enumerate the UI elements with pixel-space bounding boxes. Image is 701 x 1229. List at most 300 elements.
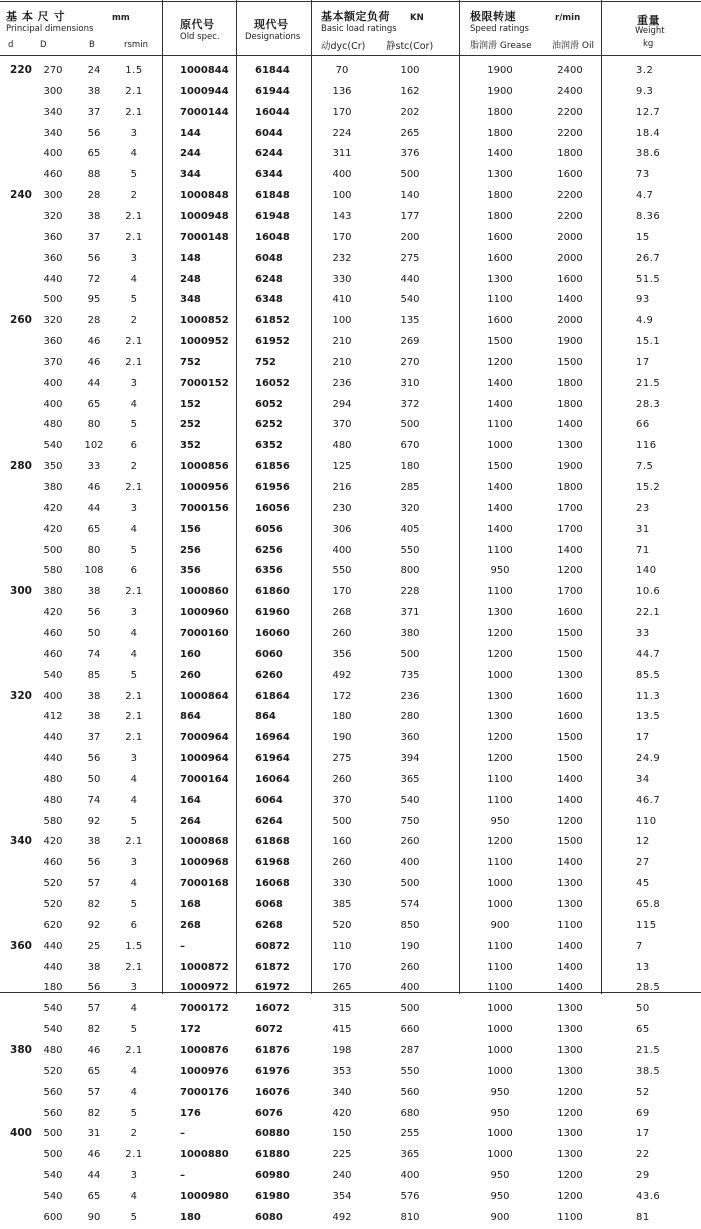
chamfer-rsmin-cell: 2.1 xyxy=(125,961,143,973)
chamfer-rsmin-cell: 3 xyxy=(130,252,138,264)
chamfer-rsmin-cell: 2.1 xyxy=(125,690,143,702)
width-cell: 82 xyxy=(87,1024,101,1036)
weight-cell: 12 xyxy=(636,836,650,848)
oil-speed-cell: 1800 xyxy=(557,377,583,389)
table-row xyxy=(0,812,701,833)
old-spec-cell: 252 xyxy=(180,419,201,431)
static-load-cell: 280 xyxy=(400,711,420,723)
dynamic-load-cell: 210 xyxy=(332,336,352,348)
oil-speed-cell: 1200 xyxy=(557,565,583,577)
outer-diameter-cell: 360 xyxy=(43,231,63,243)
bore-diameter-cell: 340 xyxy=(10,835,32,848)
grease-speed-cell: 1400 xyxy=(487,482,513,493)
dynamic-load-cell: 492 xyxy=(332,1211,352,1223)
table-row xyxy=(0,832,701,853)
width-cell: 46 xyxy=(87,336,101,348)
designation-cell: 60980 xyxy=(255,1170,290,1182)
designation-cell: 61948 xyxy=(255,210,290,222)
outer-diameter-cell: 460 xyxy=(43,627,63,639)
static-load-cell: 576 xyxy=(400,1190,420,1202)
outer-diameter-cell: 540 xyxy=(43,1003,63,1015)
dynamic-load-cell: 353 xyxy=(332,1065,352,1077)
oil-speed-cell: 1800 xyxy=(557,148,583,160)
outer-diameter-cell: 340 xyxy=(43,106,63,118)
weight-cell: 17 xyxy=(636,356,650,368)
weight-cell: 9.3 xyxy=(636,85,654,97)
table-row xyxy=(0,728,701,749)
outer-diameter-cell: 480 xyxy=(43,794,63,806)
old-spec-cell: 1000872 xyxy=(180,961,229,973)
static-load-cell: 100 xyxy=(400,65,420,76)
width-cell: 82 xyxy=(87,1107,101,1119)
weight-cell: 15.1 xyxy=(636,336,661,348)
chamfer-rsmin-cell: 4 xyxy=(130,273,138,285)
oil-speed-cell: 1300 xyxy=(557,1003,583,1015)
chamfer-rsmin-cell: 4 xyxy=(130,648,138,660)
static-load-cell: 500 xyxy=(400,878,420,890)
width-cell: 85 xyxy=(87,669,101,681)
dynamic-load-cell: 172 xyxy=(332,690,352,702)
designation-cell: 752 xyxy=(255,356,276,368)
outer-diameter-cell: 440 xyxy=(43,940,63,952)
width-cell: 50 xyxy=(87,627,101,639)
outer-diameter-cell: 400 xyxy=(43,148,63,160)
width-cell: 57 xyxy=(87,878,101,890)
weight-cell: 31 xyxy=(636,523,650,535)
oil-speed-cell: 1400 xyxy=(557,773,583,785)
static-load-cell: 162 xyxy=(400,85,420,97)
weight-cell: 38.5 xyxy=(636,1065,661,1077)
static-load-cell: 236 xyxy=(400,690,420,702)
static-load-cell: 310 xyxy=(400,377,420,389)
table-row xyxy=(0,1124,701,1145)
designation-header-cn: 现代号 xyxy=(254,18,289,31)
bore-diameter-cell: 400 xyxy=(10,1127,32,1140)
weight-cell: 65 xyxy=(636,1024,650,1036)
static-load-cell: 365 xyxy=(400,1149,420,1161)
oil-speed-cell: 1200 xyxy=(557,815,583,827)
dynamic-load-cell: 216 xyxy=(332,482,352,493)
outer-diameter-cell: 400 xyxy=(43,377,63,389)
designation-cell: 61868 xyxy=(255,836,290,848)
static-load-cell: 560 xyxy=(400,1086,420,1098)
width-cell: 56 xyxy=(87,127,101,139)
grease-speed-cell: 1000 xyxy=(487,1003,513,1015)
chamfer-rsmin-cell: 4 xyxy=(130,627,138,639)
static-load-cell: 660 xyxy=(400,1024,420,1036)
table-row xyxy=(0,999,701,1020)
width-cell: 37 xyxy=(87,231,101,243)
width-cell: 80 xyxy=(87,544,101,556)
chamfer-rsmin-cell: 4 xyxy=(130,523,138,535)
oil-speed-cell: 2000 xyxy=(557,252,583,264)
width-cell: 46 xyxy=(87,356,101,368)
designation-cell: 6268 xyxy=(255,919,283,931)
table-row xyxy=(0,582,701,603)
table-row xyxy=(0,311,701,332)
width-cell: 56 xyxy=(87,252,101,264)
grease-speed-cell: 1400 xyxy=(487,523,513,535)
grease-speed-cell: 1300 xyxy=(487,607,513,619)
weight-cell: 34 xyxy=(636,773,650,785)
oil-speed-cell: 1400 xyxy=(557,961,583,973)
chamfer-rsmin-cell: 2.1 xyxy=(125,711,143,723)
designation-cell: 61844 xyxy=(255,65,290,76)
weight-cell: 3.2 xyxy=(636,65,654,76)
static-load-cell: 140 xyxy=(400,190,420,202)
designation-cell: 61876 xyxy=(255,1044,290,1056)
table-row xyxy=(0,1104,701,1125)
width-cell: 65 xyxy=(87,1065,101,1077)
weight-cell: 50 xyxy=(636,1003,650,1015)
width-cell: 82 xyxy=(87,899,101,910)
designation-cell: 6344 xyxy=(255,169,283,181)
weight-cell: 22.1 xyxy=(636,607,661,619)
designation-cell: 6260 xyxy=(255,669,283,681)
width-cell: 90 xyxy=(87,1211,101,1223)
chamfer-rsmin-cell: 2.1 xyxy=(125,356,143,368)
width-cell: 65 xyxy=(87,1190,101,1202)
oil-speed-cell: 1300 xyxy=(557,1128,583,1140)
old-spec-cell: – xyxy=(180,1128,185,1140)
static-load-cell: 265 xyxy=(400,127,420,139)
table-row xyxy=(0,749,701,770)
dynamic-load-cell: 356 xyxy=(332,648,352,660)
static-load-cell: 400 xyxy=(400,1170,420,1182)
oil-speed-cell: 1500 xyxy=(557,627,583,639)
static-load-cell: 260 xyxy=(400,961,420,973)
outer-diameter-cell: 500 xyxy=(43,1128,63,1140)
oil-speed-cell: 1300 xyxy=(557,878,583,890)
old-spec-cell: 348 xyxy=(180,294,201,306)
designation-cell: 61956 xyxy=(255,482,290,493)
dynamic-load-cell: 170 xyxy=(332,586,352,598)
table-row xyxy=(0,186,701,207)
grease-speed-cell: 950 xyxy=(490,1190,510,1202)
oil-speed-cell: 2400 xyxy=(557,65,583,76)
dynamic-load-cell: 492 xyxy=(332,669,352,681)
weight-cell: 4.7 xyxy=(636,190,654,202)
grease-speed-cell: 950 xyxy=(490,1086,510,1098)
weight-cell: 33 xyxy=(636,627,650,639)
static-load-cell: 800 xyxy=(400,565,420,577)
grease-speed-cell: 1800 xyxy=(487,190,513,202)
weight-cell: 28.3 xyxy=(636,398,661,410)
designation-cell: 6060 xyxy=(255,648,283,660)
dynamic-load-cell: 170 xyxy=(332,106,352,118)
oil-speed-cell: 1400 xyxy=(557,857,583,869)
static-load-cell: 394 xyxy=(400,753,420,765)
chamfer-rsmin-cell: 4 xyxy=(130,773,138,785)
outer-diameter-cell: 460 xyxy=(43,648,63,660)
dynamic-load-cell: 136 xyxy=(332,85,352,97)
table-row xyxy=(0,645,701,666)
designation-cell: 6256 xyxy=(255,544,283,556)
old-spec-cell: 256 xyxy=(180,544,201,556)
chamfer-rsmin-cell: 3 xyxy=(130,607,138,619)
designation-cell: 61964 xyxy=(255,753,290,765)
oil-speed-cell: 1600 xyxy=(557,607,583,619)
weight-cell: 73 xyxy=(636,169,650,181)
grease-speed-cell: 1000 xyxy=(487,1024,513,1036)
grease-speed-cell: 1100 xyxy=(487,544,513,556)
outer-diameter-cell: 180 xyxy=(43,982,63,994)
chamfer-rsmin-cell: 6 xyxy=(130,565,138,577)
static-load-cell: 275 xyxy=(400,252,420,264)
weight-cell: 71 xyxy=(636,544,650,556)
width-cell: 72 xyxy=(87,273,101,285)
dynamic-load-cell: 415 xyxy=(332,1024,352,1036)
grease-speed-cell: 1100 xyxy=(487,794,513,806)
oil-speed-cell: 2000 xyxy=(557,315,583,327)
weight-cell: 17 xyxy=(636,732,650,744)
outer-diameter-cell: 520 xyxy=(43,1065,63,1077)
chamfer-rsmin-cell: 5 xyxy=(130,1107,138,1119)
outer-diameter-cell: 420 xyxy=(43,523,63,535)
width-cell: 74 xyxy=(87,794,101,806)
static-load-cell: 750 xyxy=(400,815,420,827)
grease-speed-cell: 1500 xyxy=(487,336,513,348)
designation-cell: 16072 xyxy=(255,1003,290,1015)
grease-speed-cell: 950 xyxy=(490,815,510,827)
outer-diameter-cell: 540 xyxy=(43,669,63,681)
dynamic-load-cell: 550 xyxy=(332,565,352,577)
oil-speed-cell: 1800 xyxy=(557,482,583,493)
old-spec-cell: 7000168 xyxy=(180,878,229,890)
designation-cell: 6244 xyxy=(255,148,283,160)
grease-speed-cell: 1300 xyxy=(487,273,513,285)
width-cell: 50 xyxy=(87,773,101,785)
dynamic-load-cell: 180 xyxy=(332,711,352,723)
dynamic-load-cell: 224 xyxy=(332,127,352,139)
chamfer-rsmin-cell: 2.1 xyxy=(125,482,143,493)
weight-cell: 69 xyxy=(636,1107,650,1119)
grease-speed-cell: 1000 xyxy=(487,440,513,452)
chamfer-rsmin-cell: 1.5 xyxy=(125,940,143,952)
col-rs-label: rsmin xyxy=(124,40,148,50)
grease-speed-cell: 1100 xyxy=(487,294,513,306)
designation-cell: 16964 xyxy=(255,732,290,744)
weight-cell: 21.5 xyxy=(636,377,661,389)
grease-speed-cell: 1100 xyxy=(487,961,513,973)
grease-speed-cell: 1000 xyxy=(487,669,513,681)
dynamic-load-cell: 311 xyxy=(332,148,352,160)
outer-diameter-cell: 420 xyxy=(43,836,63,848)
grease-speed-cell: 1100 xyxy=(487,857,513,869)
outer-diameter-cell: 500 xyxy=(43,1149,63,1161)
width-cell: 31 xyxy=(87,1128,101,1140)
table-row xyxy=(0,436,701,457)
weight-cell: 29 xyxy=(636,1170,650,1182)
designation-cell: 60872 xyxy=(255,940,290,952)
static-load-cell: 177 xyxy=(400,210,420,222)
table-row xyxy=(0,82,701,103)
width-cell: 38 xyxy=(87,210,101,222)
static-load-cell: 376 xyxy=(400,148,420,160)
old-spec-cell: 1000976 xyxy=(180,1065,229,1077)
chamfer-rsmin-cell: 6 xyxy=(130,919,138,931)
speed-header-en: Speed ratings xyxy=(470,24,529,34)
dynamic-load-cell: 520 xyxy=(332,919,352,931)
table-row xyxy=(0,666,701,687)
old-spec-cell: 864 xyxy=(180,711,201,723)
old-spec-cell: 1000968 xyxy=(180,857,229,869)
designation-cell: 16048 xyxy=(255,231,290,243)
old-spec-cell: 352 xyxy=(180,440,201,452)
table-row xyxy=(0,687,701,708)
oil-speed-cell: 1500 xyxy=(557,356,583,368)
dynamic-load-cell: 110 xyxy=(332,940,352,952)
weight-cell: 44.7 xyxy=(636,648,661,660)
old-spec-cell: 1000868 xyxy=(180,836,229,848)
outer-diameter-cell: 320 xyxy=(43,210,63,222)
header-rule xyxy=(0,55,701,56)
old-spec-cell: 152 xyxy=(180,398,201,410)
weight-cell: 15 xyxy=(636,231,650,243)
table-row xyxy=(0,707,701,728)
designation-cell: 61976 xyxy=(255,1065,290,1077)
chamfer-rsmin-cell: 3 xyxy=(130,857,138,869)
oil-speed-cell: 1300 xyxy=(557,669,583,681)
static-load-cell: 380 xyxy=(400,627,420,639)
table-row xyxy=(0,958,701,979)
table-row xyxy=(0,249,701,270)
weight-cell: 46.7 xyxy=(636,794,661,806)
dynamic-load-cell: 150 xyxy=(332,1128,352,1140)
chamfer-rsmin-cell: 3 xyxy=(130,1170,138,1182)
speed-unit: r/min xyxy=(555,13,581,23)
dynamic-load-cell: 400 xyxy=(332,169,352,181)
outer-diameter-cell: 380 xyxy=(43,586,63,598)
outer-diameter-cell: 400 xyxy=(43,398,63,410)
dynamic-load-cell: 354 xyxy=(332,1190,352,1202)
static-load-cell: 540 xyxy=(400,294,420,306)
width-cell: 46 xyxy=(87,1044,101,1056)
table-row xyxy=(0,499,701,520)
oil-speed-cell: 1500 xyxy=(557,648,583,660)
weight-cell: 12.7 xyxy=(636,106,661,118)
chamfer-rsmin-cell: 3 xyxy=(130,753,138,765)
dynamic-load-cell: 170 xyxy=(332,961,352,973)
dynamic-load-cell: 143 xyxy=(332,210,352,222)
old-spec-cell: 260 xyxy=(180,669,201,681)
outer-diameter-cell: 480 xyxy=(43,419,63,431)
designation-cell: 16064 xyxy=(255,773,290,785)
weight-cell: 115 xyxy=(636,919,657,931)
table-row xyxy=(0,791,701,812)
static-load-cell: 400 xyxy=(400,982,420,994)
bore-diameter-cell: 320 xyxy=(10,689,32,702)
width-cell: 57 xyxy=(87,1003,101,1015)
oil-speed-cell: 1600 xyxy=(557,711,583,723)
static-load-cell: 365 xyxy=(400,773,420,785)
oil-label: 油润滑 Oil xyxy=(552,41,594,51)
oil-speed-cell: 1900 xyxy=(557,461,583,473)
weight-cell: 7.5 xyxy=(636,461,654,473)
size-header-en: Principal dimensions xyxy=(6,24,94,34)
old-spec-header-en: Old spec. xyxy=(180,32,220,42)
old-spec-cell: 248 xyxy=(180,273,201,285)
bore-diameter-cell: 220 xyxy=(10,64,32,76)
grease-speed-cell: 1200 xyxy=(487,732,513,744)
outer-diameter-cell: 270 xyxy=(43,65,63,76)
outer-diameter-cell: 540 xyxy=(43,1024,63,1036)
bore-diameter-cell: 280 xyxy=(10,460,32,473)
dynamic-load-cell: 198 xyxy=(332,1044,352,1056)
table-row xyxy=(0,1020,701,1041)
table-row xyxy=(0,332,701,353)
table-row xyxy=(0,1145,701,1166)
table-row xyxy=(0,478,701,499)
weight-cell: 13.5 xyxy=(636,711,661,723)
outer-diameter-cell: 460 xyxy=(43,857,63,869)
dynamic-load-cell: 260 xyxy=(332,857,352,869)
table-row xyxy=(0,290,701,311)
weight-cell: 140 xyxy=(636,565,657,577)
old-spec-cell: 7000172 xyxy=(180,1003,229,1015)
chamfer-rsmin-cell: 2.1 xyxy=(125,732,143,744)
oil-speed-cell: 1200 xyxy=(557,1190,583,1202)
outer-diameter-cell: 420 xyxy=(43,502,63,514)
size-header-cn: 基 本 尺 寸 xyxy=(6,10,65,23)
width-cell: 65 xyxy=(87,148,101,160)
chamfer-rsmin-cell: 4 xyxy=(130,1190,138,1202)
width-cell: 92 xyxy=(87,815,101,827)
chamfer-rsmin-cell: 2.1 xyxy=(125,231,143,243)
oil-speed-cell: 1900 xyxy=(557,336,583,348)
width-cell: 57 xyxy=(87,1086,101,1098)
weight-cell: 18.4 xyxy=(636,127,661,139)
designation-cell: 61880 xyxy=(255,1149,290,1161)
oil-speed-cell: 1100 xyxy=(557,919,583,931)
designation-cell: 6080 xyxy=(255,1211,283,1223)
table-row xyxy=(0,541,701,562)
width-cell: 38 xyxy=(87,961,101,973)
grease-speed-cell: 1300 xyxy=(487,169,513,181)
dynamic-load-label: 动dyc(Cr) xyxy=(321,41,366,52)
grease-speed-cell: 1900 xyxy=(487,85,513,97)
static-load-cell: 255 xyxy=(400,1128,420,1140)
table-row xyxy=(0,124,701,145)
table-row xyxy=(0,1187,701,1208)
static-load-cell: 500 xyxy=(400,1003,420,1015)
old-spec-cell: 176 xyxy=(180,1107,201,1119)
old-spec-cell: 1000856 xyxy=(180,461,229,473)
dynamic-load-cell: 125 xyxy=(332,461,352,473)
dynamic-load-cell: 275 xyxy=(332,753,352,765)
dynamic-load-cell: 100 xyxy=(332,190,352,202)
oil-speed-cell: 1200 xyxy=(557,1086,583,1098)
weight-cell: 116 xyxy=(636,440,657,452)
weight-cell: 51.5 xyxy=(636,273,661,285)
grease-speed-cell: 1200 xyxy=(487,836,513,848)
old-spec-cell: 7000176 xyxy=(180,1086,229,1098)
dynamic-load-cell: 268 xyxy=(332,607,352,619)
dynamic-load-cell: 330 xyxy=(332,878,352,890)
grease-label: 脂润滑 Grease xyxy=(470,41,532,51)
old-spec-cell: 7000152 xyxy=(180,377,229,389)
table-row xyxy=(0,1208,701,1229)
old-spec-cell: 1000948 xyxy=(180,210,229,222)
outer-diameter-cell: 560 xyxy=(43,1107,63,1119)
grease-speed-cell: 900 xyxy=(490,919,510,931)
width-cell: 37 xyxy=(87,106,101,118)
designation-cell: 61980 xyxy=(255,1190,290,1202)
width-cell: 25 xyxy=(87,940,101,952)
old-spec-cell: 7000148 xyxy=(180,231,229,243)
static-load-cell: 540 xyxy=(400,794,420,806)
old-spec-cell: 7000156 xyxy=(180,502,229,514)
